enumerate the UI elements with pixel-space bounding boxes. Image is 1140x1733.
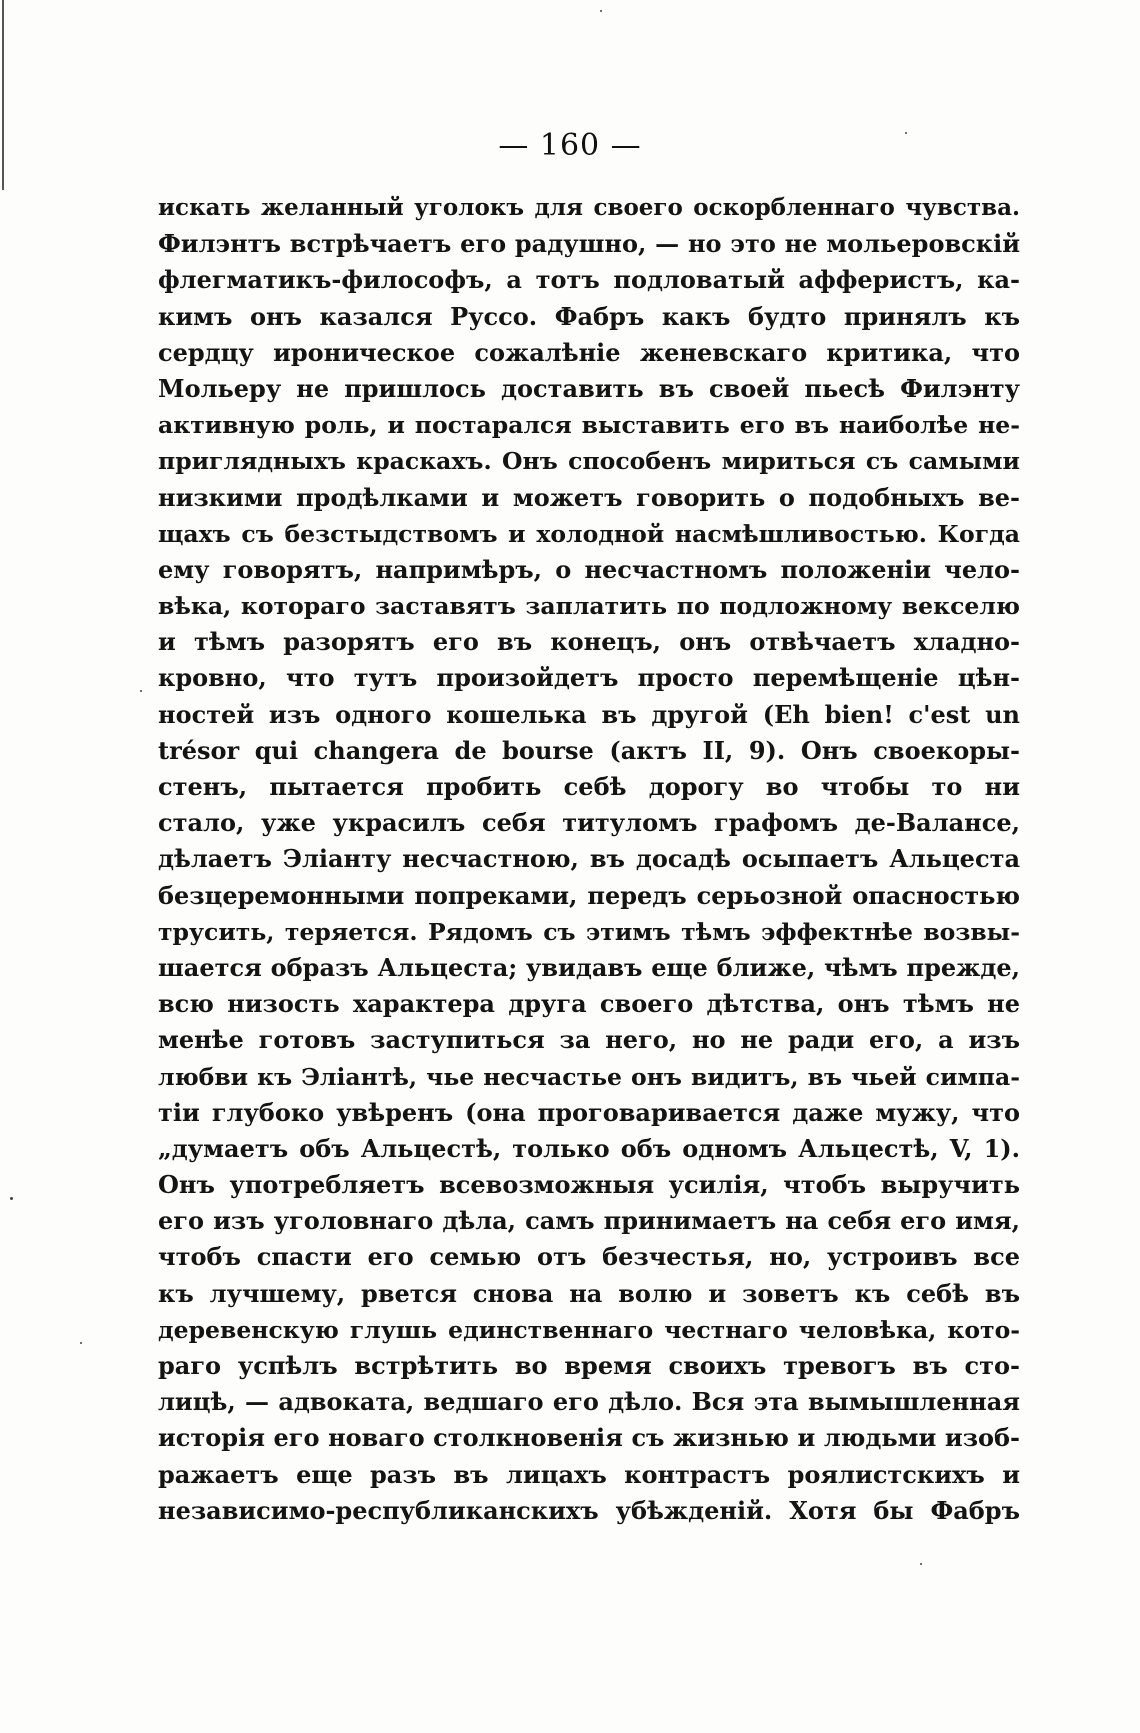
text-line: любви къ Эліантѣ, чье несчастье онъ видитъ, въ чьей симпа- [158,1062,1020,1091]
text-line: стало, уже украсилъ себя титуломъ графомъ де-Валансе, [158,808,1020,838]
text-line: активную роль, и постарался выставить его въ наиболѣе не- [158,411,1020,440]
text-line: „думаетъ объ Альцестѣ, только объ одномъ Альцестѣ, V, 1). [158,1133,1020,1163]
text-line: лицѣ, — адвоката, ведшаго его дѣло. Вся эта вымышленная [158,1387,1020,1417]
text-line: деревенскую глушь единственнаго честнаго человѣка, кото- [158,1315,1020,1344]
text-line: исторія его новаго столкновенія съ жизнью и людьми изоб- [158,1423,1020,1453]
ink-speck [140,690,142,692]
text-line: менѣе готовъ заступиться за него, но не ради его, а изъ [158,1025,1020,1055]
text-line: раго успѣлъ встрѣтить во время своихъ тревогъ въ сто- [158,1351,1020,1380]
text-line: дѣлаетъ Эліанту несчастною, въ досадѣ осыпаетъ Альцеста [158,844,1020,874]
text-line: приглядныхъ краскахъ. Онъ способенъ мириться съ самыми [158,447,1020,476]
text-line: Филэнтъ встрѣчаетъ его радушно, — но это не мольеровскій [158,229,1020,259]
text-line: сердцу ироническое сожалѣніе женевскаго критика, что [158,337,1020,367]
text-line: независимо-республиканскихъ убѣжденій. Хотя бы Фабръ [158,1495,1020,1525]
text-line: шается образъ Альцеста; увидавъ еще ближе, чѣмъ прежде, [158,952,1020,982]
text-line: низкими продѣлками и можетъ говорить о подобныхъ ве- [158,482,1020,512]
ink-speck [10,1197,13,1200]
ink-speck [600,10,602,12]
ink-speck [905,132,907,134]
text-line: вѣка, котораго заставятъ заплатить по подложному векселю [158,592,1020,621]
text-line: чтобъ спасти его семью отъ безчестья, но, устроивъ все [158,1242,1020,1272]
text-line: ему говорятъ, напримѣръ, о несчастномъ положеніи чело- [158,554,1020,584]
text-line: безцеремонными попреками, передъ серьозной опасностью [158,880,1020,910]
text-line: кимъ онъ казался Руссо. Фабръ какъ будто принялъ къ [158,301,1020,331]
text-line: щахъ съ безстыдствомъ и холодной насмѣшливостью. Когда [158,519,1020,548]
text-line: Мольеру не пришлось доставить въ своей пьесѣ Филэнту [158,373,1020,403]
text-line: ностей изъ одного кошелька въ другой (Eh bien! c'est un [158,699,1020,729]
text-line: Онъ употребляетъ всевозможныя усилія, чтобъ выручить [158,1170,1020,1200]
text-line: тіи глубоко увѣренъ (она проговаривается даже мужу, что [158,1097,1020,1127]
text-line: искать желанный уголокъ для своего оскорбленнаго чувства. [158,194,1020,221]
body-text [158,190,1020,1529]
text-line: стенъ, пытается пробить себѣ дорогу во чтобы то ни [158,772,1020,801]
text-line: кровно, что тутъ произойдетъ просто перемѣщеніе цѣн- [158,663,1020,693]
text-line: къ лучшему, рвется снова на волю и зоветъ къ себѣ въ [158,1278,1020,1308]
text-line: и тѣмъ разорятъ его въ конецъ, онъ отвѣчаетъ хладно- [158,627,1020,657]
text-line: трусить, теряется. Рядомъ съ этимъ тѣмъ эффектнѣе возвы- [158,917,1020,946]
text-line: ражаетъ еще разъ въ лицахъ контрастъ роялистскихъ и [158,1459,1020,1489]
text-line: его изъ уголовнаго дѣла, самъ принимаетъ на себя его имя, [158,1206,1020,1236]
text-line: trésor qui changera de bourse (актъ II, 9). Онъ своекоры- [158,735,1020,765]
ink-speck [80,1342,82,1344]
text-line: флегматикъ-философъ, а тотъ подловатый афферистъ, ка- [158,265,1020,295]
ink-speck [920,1563,922,1565]
text-line: всю низость характера друга своего дѣтства, онъ тѣмъ не [158,989,1020,1019]
page-number: — 160 — [498,128,642,163]
